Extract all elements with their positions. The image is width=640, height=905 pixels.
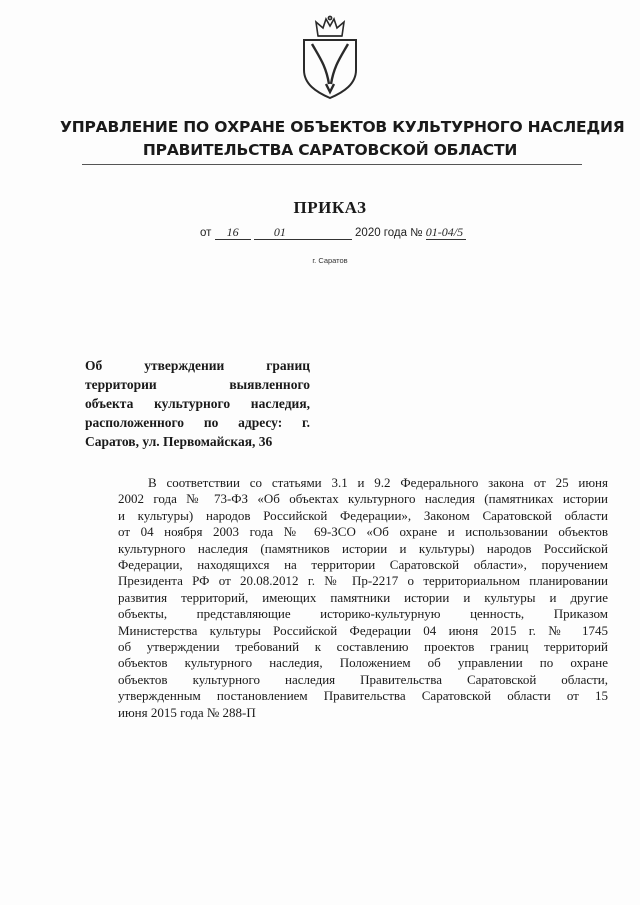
body-line-3: и культуры) народов Российской Федерации», Законом Саратовской области [118, 507, 608, 523]
body-line-1: В соответствии со статьями 3.1 и 9.2 Федерального закона от 25 июня [148, 475, 608, 490]
body-line-11: об утверждении требований к составлению проектов границ территорий [118, 639, 608, 655]
body-line-9: объекты, представляющие историко-культурную ценность, Приказом [118, 606, 608, 622]
subject-line-5: Саратов, ул. Первомайская, 36 [85, 434, 273, 449]
shield-icon [304, 40, 356, 98]
subject-line-4: расположенного по адресу: г. [85, 415, 310, 430]
body-line-5: культурного наследия (памятников истории и культуры) народов Российской [118, 540, 608, 556]
order-body-text [118, 475, 608, 721]
org-line-1: УПРАВЛЕНИЕ ПО ОХРАНЕ ОБЪЕКТОВ КУЛЬТУРНОГО НАСЛЕДИЯ [60, 118, 625, 136]
body-line-10: Министерства культуры Российской Федерации 04 июня 2015 г. № 1745 [118, 622, 608, 638]
body-line-7: Президента РФ от 20.08.2012 г. № Пр-2217 о территориальном планировании [118, 573, 608, 589]
organization-name [60, 116, 625, 162]
org-line-2: ПРАВИТЕЛЬСТВА САРАТОВСКОЙ ОБЛАСТИ [142, 141, 518, 159]
body-line-13: объектов культурного наследия Правительства Саратовской области, [118, 671, 608, 687]
order-day-field: 16 [215, 226, 251, 240]
header-divider [82, 164, 582, 165]
order-year-text: 2020 года № [355, 227, 423, 239]
crown-icon [316, 16, 344, 36]
coat-of-arms-emblem [298, 14, 362, 100]
body-line-8: развития территорий, имеющих памятники истории и культуры и другие [118, 589, 608, 605]
body-line-2: 2002 года № 73-ФЗ «Об объектах культурного наследия (памятниках истории [118, 491, 608, 507]
order-date-number-line [200, 226, 466, 240]
sterlet-fish-icon [312, 44, 348, 92]
date-prefix: от [200, 227, 212, 239]
order-number-field: 01-04/5 [426, 226, 466, 240]
body-line-14: утвержденным постановлением Правительства Саратовской области от 15 [118, 688, 608, 704]
body-line-12: объектов культурного наследия, Положением об управлении по охране [118, 655, 608, 671]
order-subject [85, 356, 310, 451]
subject-line-1: Об утверждении границ [85, 358, 310, 373]
subject-line-3: объекта культурного наследия, [85, 396, 310, 411]
body-line-15: июня 2015 года № 288-П [118, 704, 256, 720]
order-month-field: 01 [254, 226, 352, 240]
city-label: г. Саратов [312, 256, 348, 265]
subject-line-2: территории выявленного [85, 377, 310, 392]
body-line-6: Федерации, находящихся на территории Саратовской области», поручением [118, 557, 608, 573]
document-title: ПРИКАЗ [293, 198, 367, 217]
body-line-4: от 04 ноября 2003 года № 69-ЗСО «Об охране и использовании объектов [118, 524, 608, 540]
